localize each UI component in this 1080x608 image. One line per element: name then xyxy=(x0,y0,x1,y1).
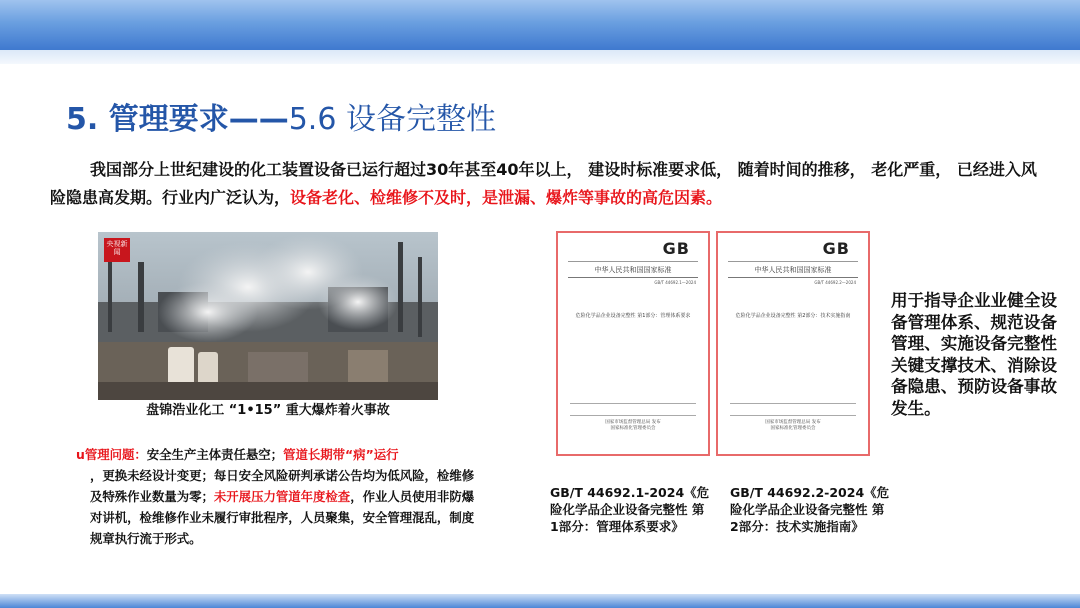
intro-text: 我国部分上世纪建设的化工装置设备已运行超过30年甚至40年以上， 建设时标准要求低， 随着时间的推移， 老化严重， 已经进入风险隐患高发期。行业内广泛认为， xyxy=(50,160,1037,207)
accident-photo-image xyxy=(98,232,438,400)
photo-caption: 盘锦浩业化工 “1•15” 重大爆炸着火事故 xyxy=(146,403,390,418)
standard-header: 中华人民共和国国家标准 xyxy=(594,266,672,274)
document-title: 危险化学品企业设备完整性 第1部分：管理体系要求 xyxy=(575,313,691,319)
title-part1: 5. 管理要求—— xyxy=(66,102,289,137)
purpose-text: 用于指导企业业健全设备管理体系、规范设备管理、实施设备完整性关键支撑技术、消除设备隐患、预防设备事故发生。 xyxy=(891,291,1057,418)
standard-document-1: GB 中华人民共和国国家标准 GB/T 44692.1—2024 危险化学品企业设备完整性 第1部分：管理体系要求 国家市场监督管理总局 发布 国家标准化管理委员会 xyxy=(556,231,710,456)
bottom-banner xyxy=(0,594,1080,608)
intro-highlight: 设备老化、检维修不及时，是泄漏、爆炸等事故的高危因素。 xyxy=(290,188,723,207)
top-banner-fade xyxy=(0,50,1080,64)
document-caption-1: GB/T 44692.1-2024《危险化学品企业设备完整性 第1部分：管理体系要求》 xyxy=(550,485,710,534)
standard-document-2: GB 中华人民共和国国家标准 GB/T 44692.2—2024 危险化学品企业设备完整性 第2部分：技术实施指南 国家市场监督管理总局 发布 国家标准化管理委员会 xyxy=(716,231,870,456)
standard-header: 中华人民共和国国家标准 xyxy=(754,266,832,274)
intro-paragraph xyxy=(50,156,1040,212)
page-title xyxy=(66,100,496,140)
top-banner xyxy=(0,0,1080,50)
document-title: 危险化学品企业设备完整性 第2部分：技术实施指南 xyxy=(735,313,851,319)
issue-highlight-1: 管道长期带“病”运行 xyxy=(283,447,399,462)
accident-photo xyxy=(98,232,438,400)
issue-highlight-2: 未开展压力管道年度检查 xyxy=(213,489,351,504)
document-caption-2: GB/T 44692.2-2024《危险化学品企业设备完整性 第2部分：技术实施指南》 xyxy=(730,485,890,534)
issue-text-1: 安全生产主体责任悬空； xyxy=(146,447,284,462)
gb-logo: GB xyxy=(662,239,690,258)
management-issues xyxy=(76,444,476,549)
issue-text-3: ，作业人员使用非防爆对讲机，检维修作业未履行审批程序，人员聚集，安全管理混乱，制度规章执行流于形式。 xyxy=(90,489,475,546)
bullet-icon: u xyxy=(76,447,85,462)
cctv-news-logo: 央视新闻 xyxy=(104,238,130,262)
gb-logo: GB xyxy=(822,239,850,258)
title-part2: 5.6 设备完整性 xyxy=(288,102,496,137)
issue-label: 管理问题： xyxy=(84,447,147,462)
issue-text-2: ，更换未经设计变更；每日安全风险研判承诺公告均为低风险，检维修及特殊作业数量为零； xyxy=(90,468,475,504)
